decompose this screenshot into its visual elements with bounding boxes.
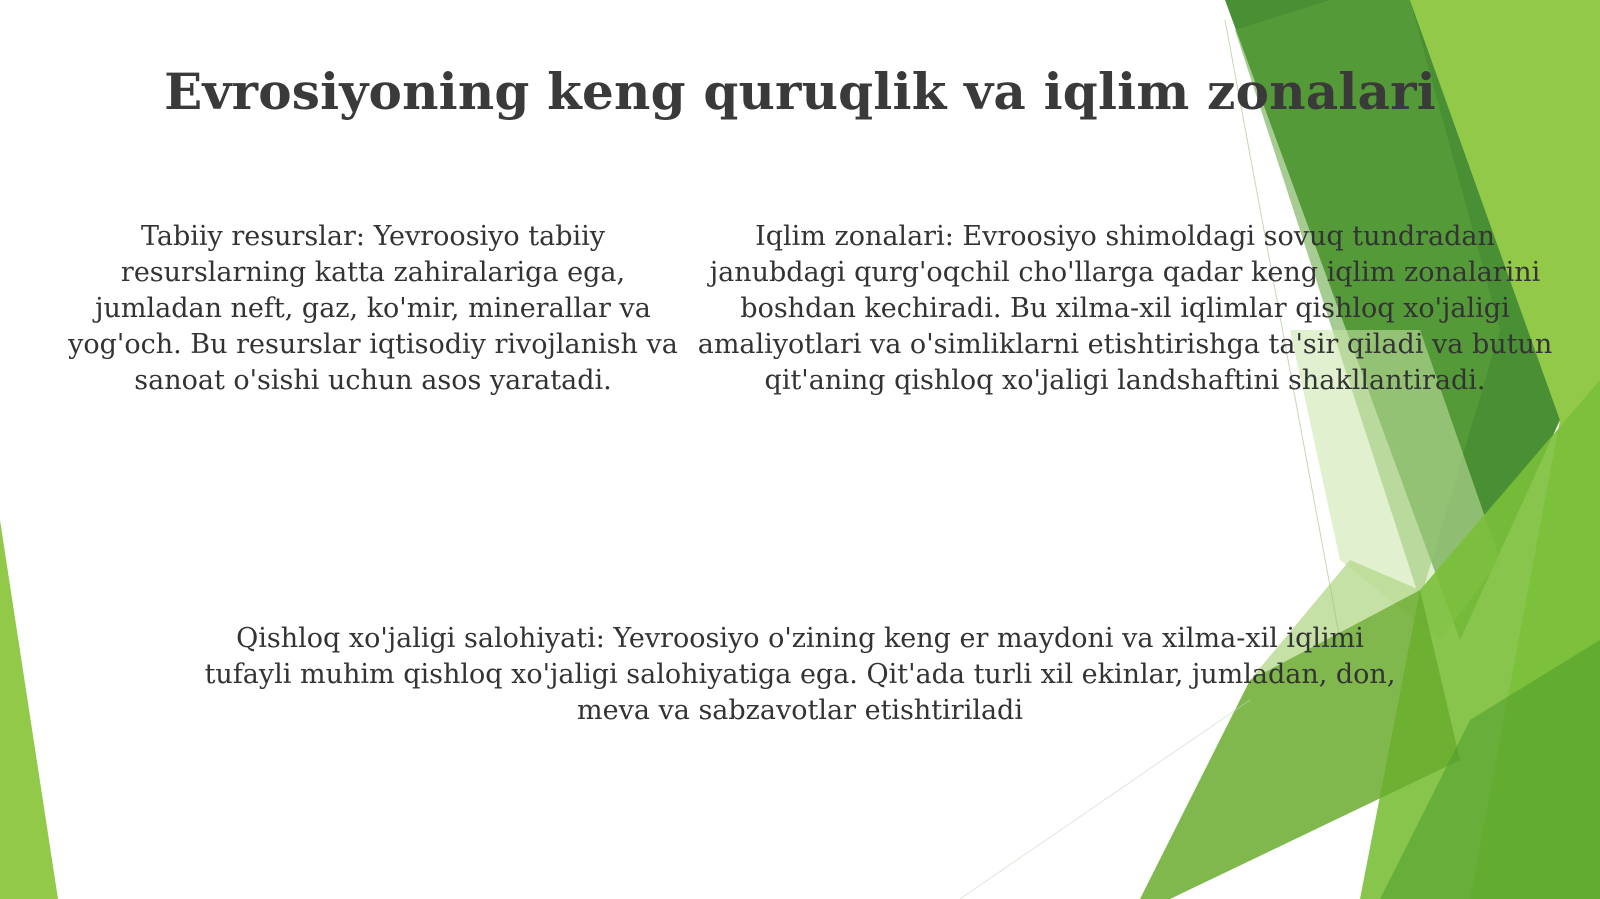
natural-resources-text: Tabiiy resurslar: Yevroosiyo tabiiy resurslarning katta zahiralariga ega, jumladan neft, gaz, ko'mir, minerallar va yog'och. Bu resurslar iqtisodiy rivojlanish va sanoat o'sishi uchun asos yaratadi. [68, 221, 678, 396]
climate-zones-text: Iqlim zonalari: Evroosiyo shimoldagi sovuq tundradan janubdagi qurg'oqchil cho'llarga qadar keng iqlim zonalarini boshdan kechiradi. Bu xilma-xil iqlimlar qishloq xo'jaligi amaliyotlari va o'simliklarni etishtirishga ta'sir qiladi va butun qit'aning qishloq xo'jaligi landshaftini shakllantiradi. [697, 221, 1553, 396]
agriculture-potential-text: Qishloq xo'jaligi salohiyati: Yevroosiyo o'zining keng er maydoni va xilma-xil iqlimi tufayli muhim qishloq xo'jaligi salohiyatiga ega. Qit'ada turli xil ekinlar, jumladan, don, meva va sabzavotlar etishtiriladi [204, 623, 1396, 726]
left-green-sliver [0, 520, 58, 899]
slide-title: Evrosiyoning keng quruqlik va iqlim zonalari [164, 62, 1436, 121]
